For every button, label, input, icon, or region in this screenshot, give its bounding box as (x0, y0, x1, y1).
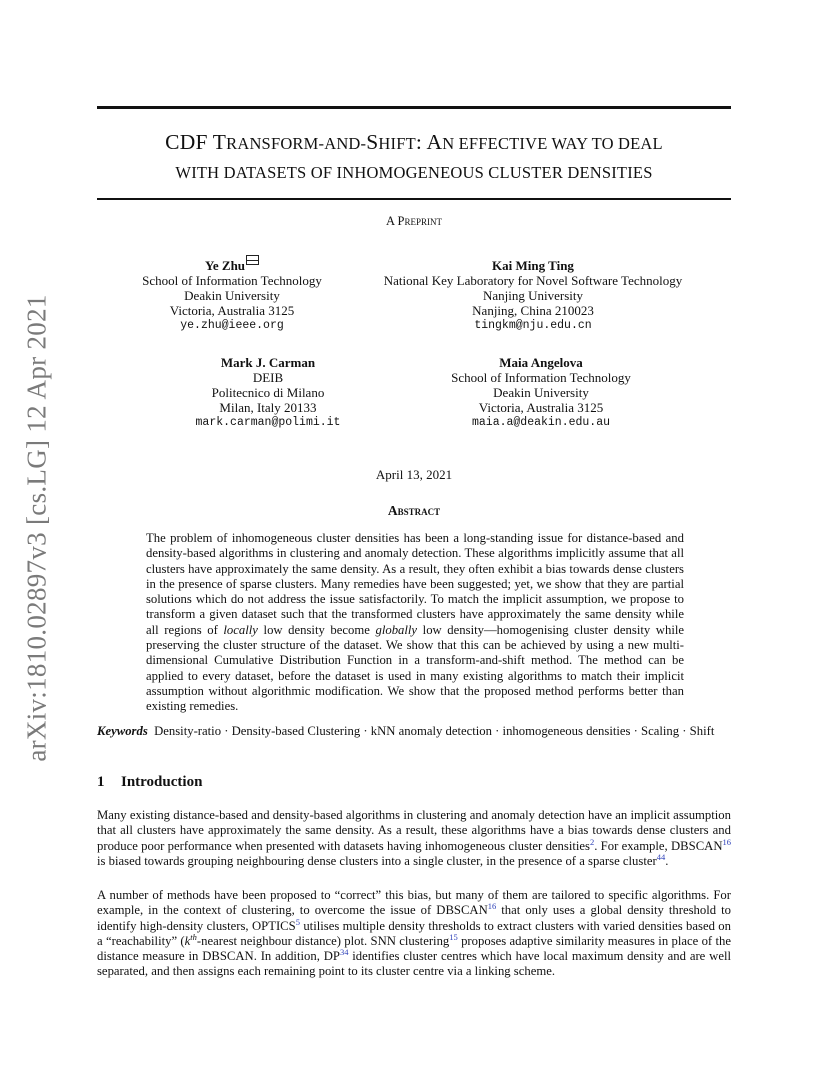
author-affiliation: National Key Laboratory for Novel Software Technology (383, 273, 683, 288)
author-org: Nanjing University (482, 288, 583, 303)
author-email[interactable]: mark.carman@polimi.it (195, 416, 341, 429)
author-email[interactable]: ye.zhu@ieee.org (180, 319, 284, 332)
paper-date: April 13, 2021 (375, 467, 453, 482)
author-affiliation: DEIB (252, 370, 284, 385)
citation-link[interactable]: 34 (339, 946, 349, 957)
keywords-label: Keywords (97, 724, 148, 738)
keywords (97, 724, 731, 739)
keywords-text: Density-ratio · Density-based Clustering · kNN anomaly detection · inhomogeneous densities · Scaling · Shift (154, 724, 715, 738)
title-line-1: CDF TRANSFORM-AND-SHIFT: AN EFFECTIVE WAY TO DEAL (165, 130, 663, 154)
author-block-1 (127, 258, 337, 333)
author-location: Victoria, Australia 3125 (169, 303, 295, 318)
citation-link[interactable]: 5 (295, 916, 300, 927)
author-name: Ye Zhu (127, 258, 337, 273)
author-affiliation: School of Information Technology (142, 273, 322, 288)
author-name: Mark J. Carman (220, 355, 316, 370)
abstract-heading: Abstract (387, 503, 441, 518)
citation-link[interactable]: 2 (589, 836, 595, 847)
author-org: Deakin University (184, 288, 280, 303)
author-block-3 (168, 355, 368, 430)
envelope-icon (246, 255, 259, 265)
author-block-2 (368, 258, 698, 333)
title-line-2: WITH DATASETS OF INHOMOGENEOUS CLUSTER DENSITIES (175, 163, 653, 182)
citation-link[interactable]: 44 (656, 851, 666, 862)
author-name: Maia Angelova (499, 355, 583, 370)
citation-link[interactable]: 16 (487, 901, 497, 912)
author-email[interactable]: maia.a@deakin.edu.au (471, 416, 611, 429)
author-email[interactable]: tingkm@nju.edu.cn (474, 319, 592, 332)
author-org: Deakin University (493, 385, 589, 400)
section-heading: 1 Introduction (97, 774, 203, 790)
preprint-label: A Preprint (386, 214, 442, 228)
author-org: Politecnico di Milano (211, 385, 325, 400)
author-affiliation: School of Information Technology (451, 370, 631, 385)
citation-link[interactable]: 15 (449, 931, 458, 942)
intro-paragraph-2: A number of methods have been proposed to “correct” this bias, but many of them are tailored to specific algorithms. For example, in the context of clustering, to overcome the issue of DBSCAN$^{16}$ that only uses a global density threshold to identify high-density clusters, OPTICS$^5$ utilises multiple density thresholds to extract clusters with varied densities based on a “reachability” ($k^{th}$-nearest neighbour distance) plot. SNN clustering$^{15}$ proposes adaptive similarity measures in place of the distance measure in DBSCAN. In addition, DP$^{34}$ identifies cluster centres which have local maximum density and are well separated, and then assigns each remaining point to its cluster centre via a linking scheme. (97, 888, 731, 979)
author-location: Milan, Italy 20133 (219, 400, 317, 415)
title-top-rule (97, 106, 731, 109)
title-bottom-rule (97, 198, 731, 200)
paper-title (60, 128, 768, 187)
author-location: Nanjing, China 210023 (472, 303, 594, 318)
intro-paragraph-1: Many existing distance-based and density-based algorithms in clustering and anomaly detection have an implicit assumption that all clusters have approximately the same density. As a result, these algorithms have a bias towards dense clusters and produce poor performance when presented with datasets having inhomogeneous cluster densities$^2$. For example, DBSCAN$^{16}$ is biased towards grouping neighbouring dense clusters into a single cluster, in the presence of a sparse cluster$^{44}$. (97, 808, 731, 868)
citation-link[interactable]: 16 (722, 836, 731, 847)
abstract-text: The problem of inhomogeneous cluster densities has been a long-standing issue for distance-based and density-based algorithms in clustering and anomaly detection. These algorithms implicitly assume that all clusters have approximately the same density. As a result, they often exhibit a bias towards dense clusters in the presence of sparse clusters. Many remedies have been suggested; yet, we show that they are partial solutions which do not address the issue satisfactorily. To match the implicit assumption, we propose to transform a given dataset such that the transformed clusters have approximately the same density while all regions of locally low density become globally low density—homogenising cluster density while preserving the cluster structure of the dataset. We show that this can be achieved by using a new multi-dimensional Cumulative Distribution Function in a transform-and-shift method. The method can be applied to every dataset, before the dataset is used in many existing algorithms to match their implicit assumption without algorithmic modification. We show that the proposed method performs better than existing remedies. (146, 531, 684, 714)
author-name: Kai Ming Ting (492, 258, 574, 273)
author-location: Victoria, Australia 3125 (478, 400, 604, 415)
author-block-4 (430, 355, 652, 430)
arxiv-stamp-text: arXiv:1810.02897v3 [cs.LG] 12 Apr 2021 (21, 294, 52, 762)
